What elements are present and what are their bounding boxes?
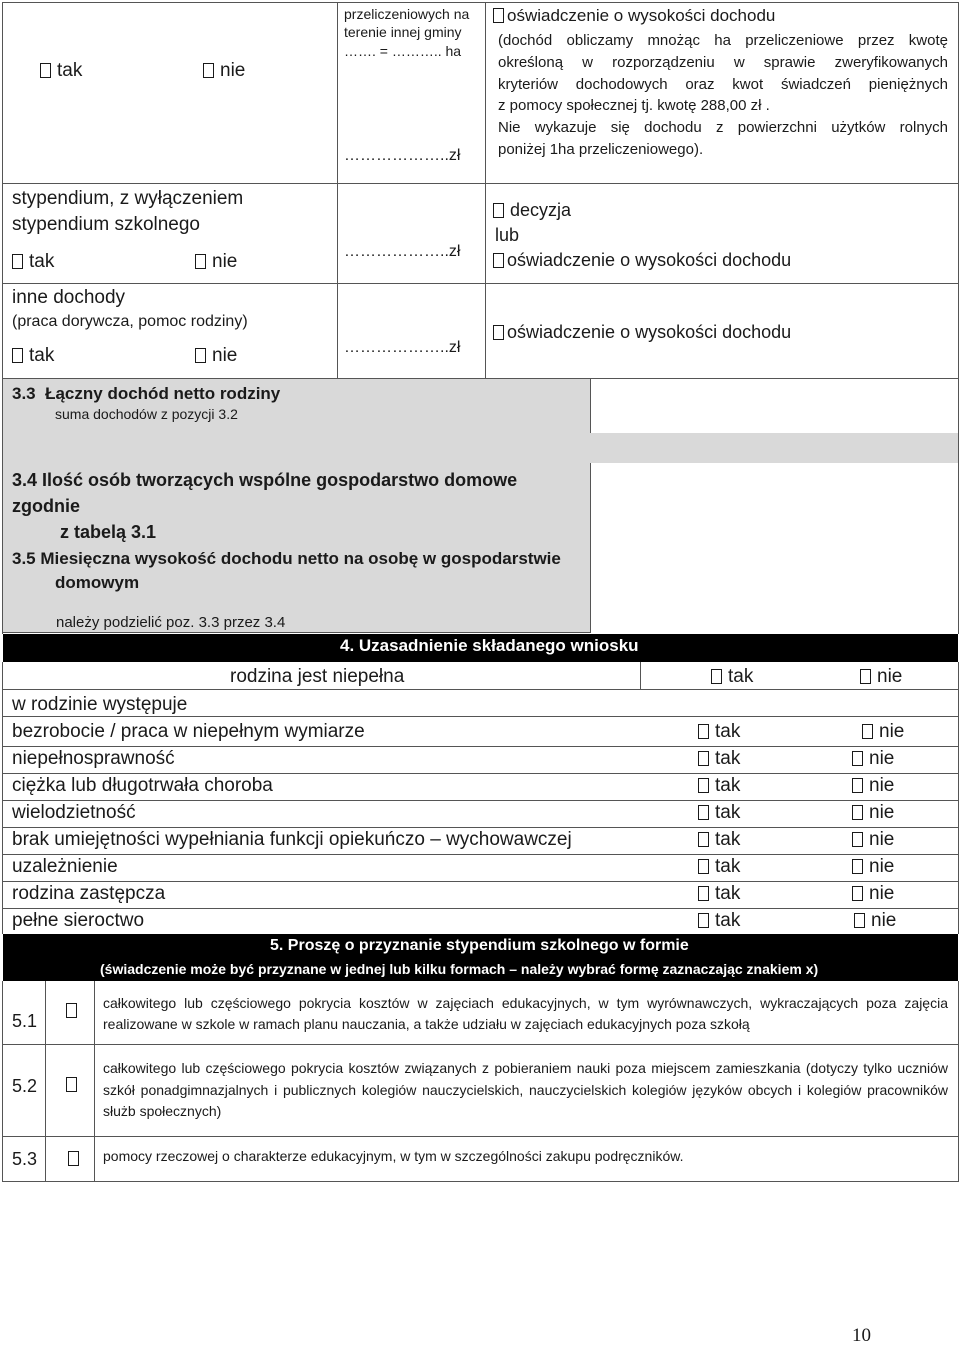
inne-tak-option[interactable]: tak [12,345,54,367]
checkbox-icon [860,669,871,684]
reason-tak-option[interactable]: tak [698,856,740,878]
row-divider [2,283,959,284]
section-gray-band [3,433,958,463]
item-number: 5.1 [12,1011,38,1031]
section-34-title: zgodnie [12,496,80,516]
section-35-note: należy podzielić poz. 3.3 przez 3.4 [56,614,286,631]
reason-nie-option[interactable]: nie [854,910,896,932]
reason-tak-option[interactable]: tak [698,775,740,797]
section-34-title: 3.4 Ilość osób tworzących wspólne gospodarstwo domowe [12,470,518,490]
checkbox-icon [698,859,709,874]
checkbox-icon [862,724,873,739]
reason-nie-option[interactable]: nie [862,721,904,743]
stypendium-tak-option[interactable]: tak [12,251,54,273]
checkbox-icon [203,63,214,78]
stypendium-declaration-option[interactable]: oświadczenie o wysokości dochodu [493,250,791,271]
lub-label: lub [495,225,520,245]
table-border-left [2,378,3,634]
checkbox-icon [698,913,709,928]
checkbox-icon [698,724,709,739]
reason-tak-option[interactable]: tak [698,829,740,851]
area-line: przeliczeniowych na [344,6,470,22]
table-border-left [2,2,3,378]
top-nie-option[interactable]: nie [203,60,245,82]
inne-declaration-option[interactable]: oświadczenie o wysokości dochodu [493,322,791,343]
checkbox-icon [195,348,206,363]
checkbox-icon [698,832,709,847]
col-divider [45,981,46,1182]
checkbox-icon [852,778,863,793]
reason-tak-option[interactable]: tak [698,883,740,905]
table-border-right [958,378,959,634]
row-divider [2,1181,959,1182]
checkbox-icon [711,669,722,684]
amount-field[interactable]: ………………..zł [344,243,461,260]
checkbox-icon [852,832,863,847]
col-divider [485,2,486,378]
checkbox-icon [195,254,206,269]
amount-field[interactable]: ………………..zł [344,147,461,164]
reason-tak-option[interactable]: tak [698,910,740,932]
checkbox-icon [698,886,709,901]
reason-row: uzależnienie tak nie [12,856,895,877]
checkbox-icon [493,325,504,340]
checkbox-icon [493,253,504,268]
section-34-title: z tabelą 3.1 [60,522,157,542]
checkbox-icon [493,8,504,23]
reason-tak-option[interactable]: tak [698,802,740,824]
niepelna-nie-option[interactable]: nie [860,666,902,688]
reason-nie-option[interactable]: nie [852,856,894,878]
checkbox-icon [854,913,865,928]
checkbox-icon [852,886,863,901]
reason-row: bezrobocie / praca w niepełnym wymiarze tak nie [12,721,905,742]
reason-row: wielodzietność tak nie [12,802,895,823]
inne-nie-option[interactable]: nie [195,345,237,367]
section-5-header: 5. Proszę o przyznanie stypendium szkolnego w formie [270,937,689,954]
income-explanation: (dochód obliczamy mnożąc ha przeliczeniowe przez kwotę określoną w rozporządzeniu w sprawie zweryfikowanych kryteriów dochodowych oraz kwot świadczeń pieniężnych z pomocy społecznej tj. kwotę 288,00 zł . Nie wykazuje się dochodu z powierzchni użytków rolnych poniżej 1ha przeliczeniowego). [498,32,948,158]
reason-nie-option[interactable]: nie [852,883,894,905]
reason-nie-option[interactable]: nie [852,802,894,824]
table-border-top [2,2,959,3]
checkbox-icon [66,1003,77,1018]
row-divider [2,183,959,184]
per-person-income-field[interactable] [591,463,957,632]
checkbox-icon [698,778,709,793]
area-line: terenie innej gminy [344,24,462,40]
reason-row: rodzina zastępcza tak nie [12,883,895,904]
niepelna-label: rodzina jest niepełna [230,666,405,687]
reason-row: brak umiejętności wypełniania funkcji opiekuńczo – wychowawczej tak nie [12,829,895,850]
checkbox-icon [12,254,23,269]
checkbox-icon [852,859,863,874]
form-5-2-checkbox[interactable] [66,1077,77,1095]
form-5-1-description: całkowitego lub częściowego pokrycia kosztów w zajęciach edukacyjnych, w tym wyrównawczych, wykraczających poza zajęcia realizowane w szkole w ramach planu nauczania, a także udziału w zajęciach edukacyjnych poza szkołą [103,995,948,1032]
inne-sublabel: (praca dorywcza, pomoc rodziny) [12,313,248,330]
reason-row: pełne sieroctwo tak nie [12,910,897,931]
row-divider [2,689,959,690]
checkbox-icon [493,203,504,218]
checkbox-icon [852,805,863,820]
section-35-title: domowym [55,573,140,592]
checkbox-icon [852,751,863,766]
area-hectares-field[interactable]: ……. = ……….. ha [344,43,462,59]
top-declaration-option[interactable]: oświadczenie o wysokości dochodu [493,6,775,26]
row-divider [2,716,959,717]
checkbox-icon [66,1077,77,1092]
reason-tak-option[interactable]: tak [698,721,740,743]
row-divider [2,1044,959,1045]
reason-row: niepełnosprawność tak nie [12,748,895,769]
decyzja-option[interactable]: decyzja [493,200,571,221]
table-border-left [2,981,3,1182]
section-35-title: 3.5 Miesięczna wysokość dochodu netto na osobę w gospodarstwie [12,549,561,568]
amount-field[interactable]: ………………..zł [344,339,461,356]
form-5-1-checkbox[interactable] [66,1003,77,1021]
page-number: 10 [852,1325,871,1346]
checkbox-icon [12,348,23,363]
form-5-2-description: całkowitego lub częściowego pokrycia kosztów związanych z pobieraniem nauki poza miejscem zamieszkania (dotyczy tylko uczniów szkół ponadgimnazjalnych i publicznych kolegiów nauczycielskich, nauczycielskich kolegiów języków obcych i kolegiów pracowników służb społecznych) [103,1060,948,1119]
reason-tak-option[interactable]: tak [698,748,740,770]
reason-nie-option[interactable]: nie [852,775,894,797]
item-number: 5.2 [12,1076,38,1096]
col-divider [640,662,641,689]
stypendium-label: stypendium, z wyłączeniem [12,188,244,209]
reason-nie-option[interactable]: nie [852,748,894,770]
stypendium-label: stypendium szkolnego [12,214,200,235]
row-divider [2,632,590,633]
checkbox-icon [40,63,51,78]
reason-nie-option[interactable]: nie [852,829,894,851]
table-border-right [958,981,959,1182]
inne-label: inne dochody [12,287,126,308]
wystepuje-label: w rodzinie występuje [12,694,188,715]
table-border-right [958,2,959,378]
section-33-title: 3.3 Łączny dochód netto rodziny [12,384,281,403]
col-divider [337,2,338,378]
stypendium-nie-option[interactable]: nie [195,251,237,273]
reason-list [0,720,960,936]
section-5-instruction: (świadczenie może być przyznane w jednej lub kilku formach – należy wybrać formę zaznaczając znakiem x) [100,961,819,977]
form-5-3-description: pomocy rzeczowej o charakterze edukacyjnym, w tym w szczególności zakupu podręczników. [103,1148,684,1164]
reason-row: ciężka lub długotrwała choroba tak nie [12,775,895,796]
top-tak-option[interactable]: tak [40,60,82,82]
section-4-header: 4. Uzasadnienie składanego wniosku [340,636,639,655]
checkbox-icon [698,805,709,820]
total-income-field[interactable] [591,379,957,433]
form-5-3-checkbox[interactable] [68,1151,79,1169]
checkbox-icon [698,751,709,766]
checkbox-icon [68,1151,79,1166]
col-divider [94,981,95,1182]
niepelna-tak-option[interactable]: tak [711,666,753,688]
row-divider [2,1136,959,1137]
section-33-subtitle: suma dochodów z pozycji 3.2 [55,406,238,422]
item-number: 5.3 [12,1149,38,1169]
